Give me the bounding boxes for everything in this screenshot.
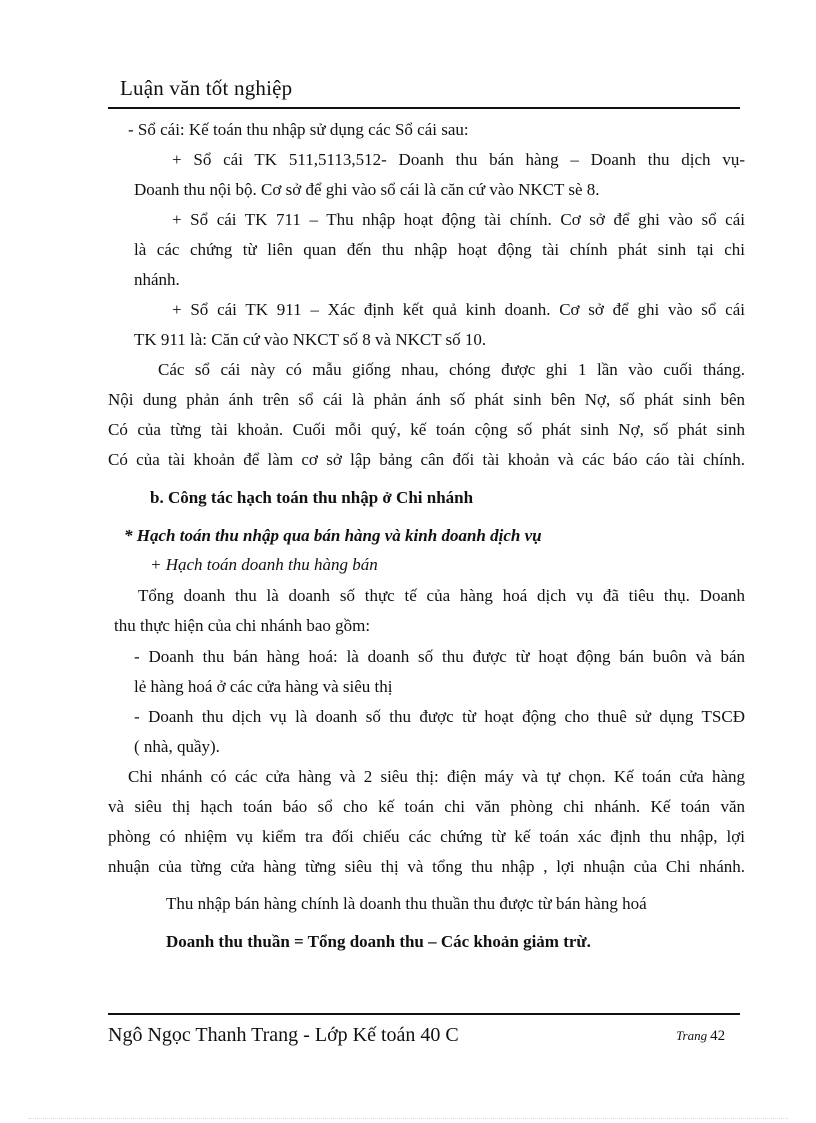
text-line: + Sổ cái TK 511,5113,512- Doanh thu bán hàng – Doanh thu dịch vụ- xyxy=(172,150,745,169)
section-heading: b. Công tác hạch toán thu nhập ở Chi nhánh xyxy=(150,488,474,507)
subsection-heading: * Hạch toán thu nhập qua bán hàng và kinh doanh dịch vụ xyxy=(124,526,542,545)
text-line: Thu nhập bán hàng chính là doanh thu thuần thu được từ bán hàng hoá xyxy=(166,894,647,913)
text-line: + Sổ cái TK 711 – Thu nhập hoạt động tài chính. Cơ sở để ghi vào sổ cái xyxy=(172,210,745,229)
text-line: Chi nhánh có các cửa hàng và 2 siêu thị: điện máy và tự chọn. Kế toán cửa hàng xyxy=(128,767,745,786)
text-line: - Doanh thu bán hàng hoá: là doanh số thu được từ hoạt động bán buôn và bán xyxy=(134,647,745,666)
text-line: Có của tài khoản để làm cơ sở lập bảng cân đối tài khoản và các báo cáo tài chính. xyxy=(108,450,745,469)
text-line: Tổng doanh thu là doanh số thực tế của hàng hoá dịch vụ đã tiêu thụ. Doanh xyxy=(138,586,745,605)
text-line: là các chứng từ liên quan đến thu nhập hoạt động tài chính phát sinh tại chi xyxy=(134,240,745,259)
text-line: + Sổ cái TK 911 – Xác định kết quả kinh doanh. Cơ sở để ghi vào sổ cái xyxy=(172,300,745,319)
running-header-title: Luận văn tốt nghiệp xyxy=(120,76,293,100)
text-line: - Doanh thu dịch vụ là doanh số thu được từ hoạt động cho thuê sử dụng TSCĐ xyxy=(134,707,745,726)
text-line: phòng có nhiệm vụ kiểm tra đối chiếu các chứng từ kế toán xác định thu nhập, lợi xyxy=(108,827,745,846)
text-line: thu thực hiện của chi nhánh bao gồm: xyxy=(114,616,371,635)
text-line: và siêu thị hạch toán báo sổ cho kế toán chi văn phòng chi nhánh. Kế toán văn xyxy=(108,797,745,816)
text-line: nhánh. xyxy=(134,270,180,289)
text-line: Các sổ cái này có mẫu giống nhau, chóng được ghi 1 lần vào cuối tháng. xyxy=(158,360,745,379)
text-line: Doanh thu nội bộ. Cơ sở để ghi vào sổ cái là căn cứ vào NKCT sè 8. xyxy=(134,180,600,199)
footer-rule xyxy=(108,1013,740,1015)
page-word: Trang xyxy=(676,1028,708,1043)
text-line: lẻ hàng hoá ở các cửa hàng và siêu thị xyxy=(134,677,393,696)
formula-line: Doanh thu thuần = Tổng doanh thu – Các khoản giảm trừ. xyxy=(166,932,591,951)
text-line: - Sổ cái: Kế toán thu nhập sử dụng các Sổ cái sau: xyxy=(128,120,469,139)
page-number: 42 xyxy=(710,1028,726,1044)
subsection-subheading: + Hạch toán doanh thu hàng bán xyxy=(150,555,378,574)
text-line: ( nhà, quầy). xyxy=(134,737,220,756)
footer-author: Ngô Ngọc Thanh Trang - Lớp Kế toán 40 C xyxy=(108,1024,459,1046)
text-line: Nội dung phản ánh trên sổ cái là phản ánh số phát sinh bên Nợ, số phát sinh bên xyxy=(108,390,745,409)
bottom-dotted-border xyxy=(28,1118,788,1119)
text-line: Có của từng tài khoản. Cuối mỗi quý, kế toán cộng số phát sinh Nợ, số phát sinh xyxy=(108,420,745,439)
text-line: nhuận của từng cửa hàng từng siêu thị và tổng thu nhập , lợi nhuận của Chi nhánh. xyxy=(108,857,745,876)
text-line: TK 911 là: Căn cứ vào NKCT số 8 và NKCT số 10. xyxy=(134,330,487,349)
footer-page xyxy=(676,1028,725,1045)
header-rule xyxy=(108,107,740,109)
